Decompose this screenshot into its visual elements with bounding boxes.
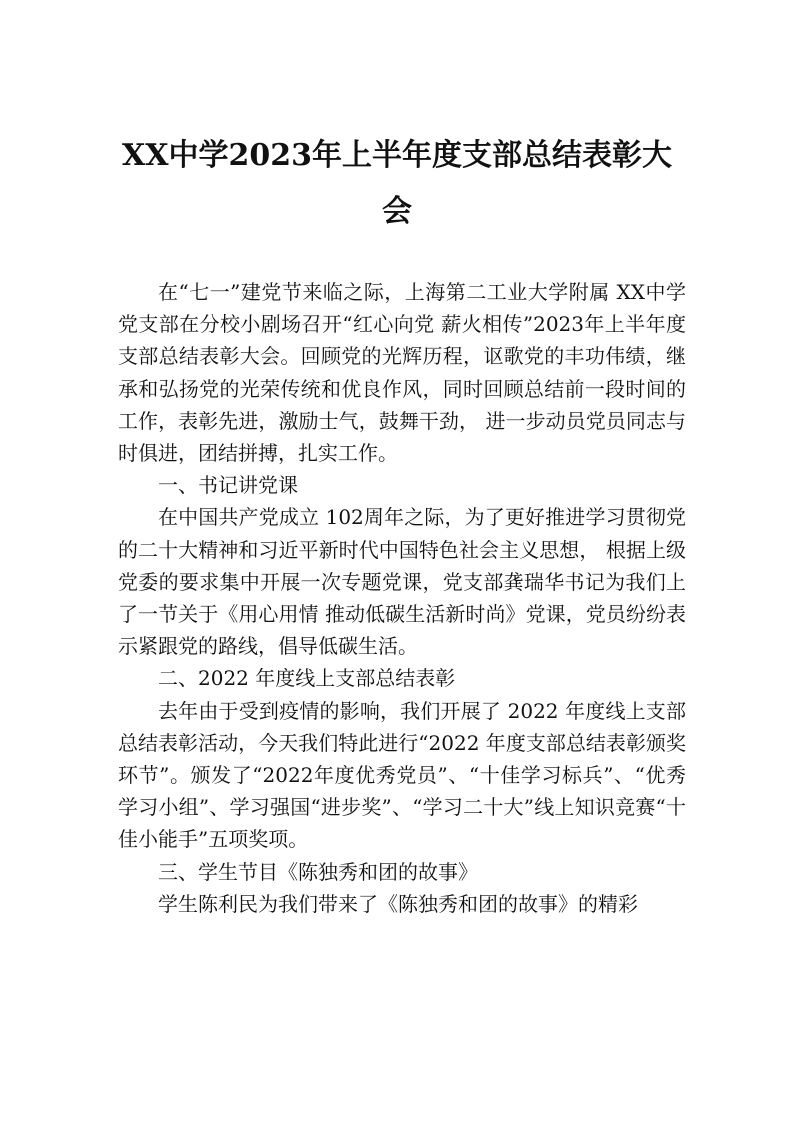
section-heading-party-lecture: 一、书记讲党课: [158, 473, 298, 498]
section-heading-2022-awards: 二、2022 年度线上支部总结表彰: [158, 666, 456, 691]
awards-paragraph: 去年由于受到疫情的影响，我们开展了 2022 年度线上支部总结表彰活动，今天我们特此进行“2022 年度支部总结表彰颁奖环节”。颁发了“2022年度优秀党员”、“十佳学习标兵”、“优秀学习小组”、学习强国“进步奖”、“学习二十大”线上知识竞赛“十佳小能手”五项奖项。: [118, 698, 686, 852]
document-body: [118, 276, 686, 920]
intro-paragraph: 在“七一”建党节来临之际，上海第二工业大学附属 XX中学党支部在分校小剧场召开“红心向党 薪火相传”2023年上半年度支部总结表彰大会。回顾党的光辉历程，讴歌党的丰功伟绩，继承和弘扬党的光荣传统和优良作风，同时回顾总结前一段时间的工作，表彰先进，激励士气，鼓舞干劲， 进一步动员党员同志与时俱进，团结拼搏，扎实工作。: [118, 280, 686, 466]
student-performance-paragraph: 学生陈利民为我们带来了《陈独秀和团的故事》的精彩: [158, 891, 638, 916]
party-lecture-paragraph: 在中国共产党成立 102周年之际，为了更好推进学习贯彻党的二十大精神和习近平新时代中国特色社会主义思想， 根据上级党委的要求集中开展一次专题党课，党支部龚瑞华书记为我们上了一节关于《用心用情 推动低碳生活新时尚》党课，党员纷纷表示紧跟党的路线，倡导低碳生活。: [118, 505, 686, 659]
section-heading-student-performance: 三、学生节目《陈独秀和团的故事》: [158, 859, 478, 884]
document-title-line-2: 会: [382, 194, 412, 229]
document-title: [110, 128, 684, 240]
document-title-line-1: XX中学2023年上半年度支部总结表彰大: [121, 138, 673, 173]
